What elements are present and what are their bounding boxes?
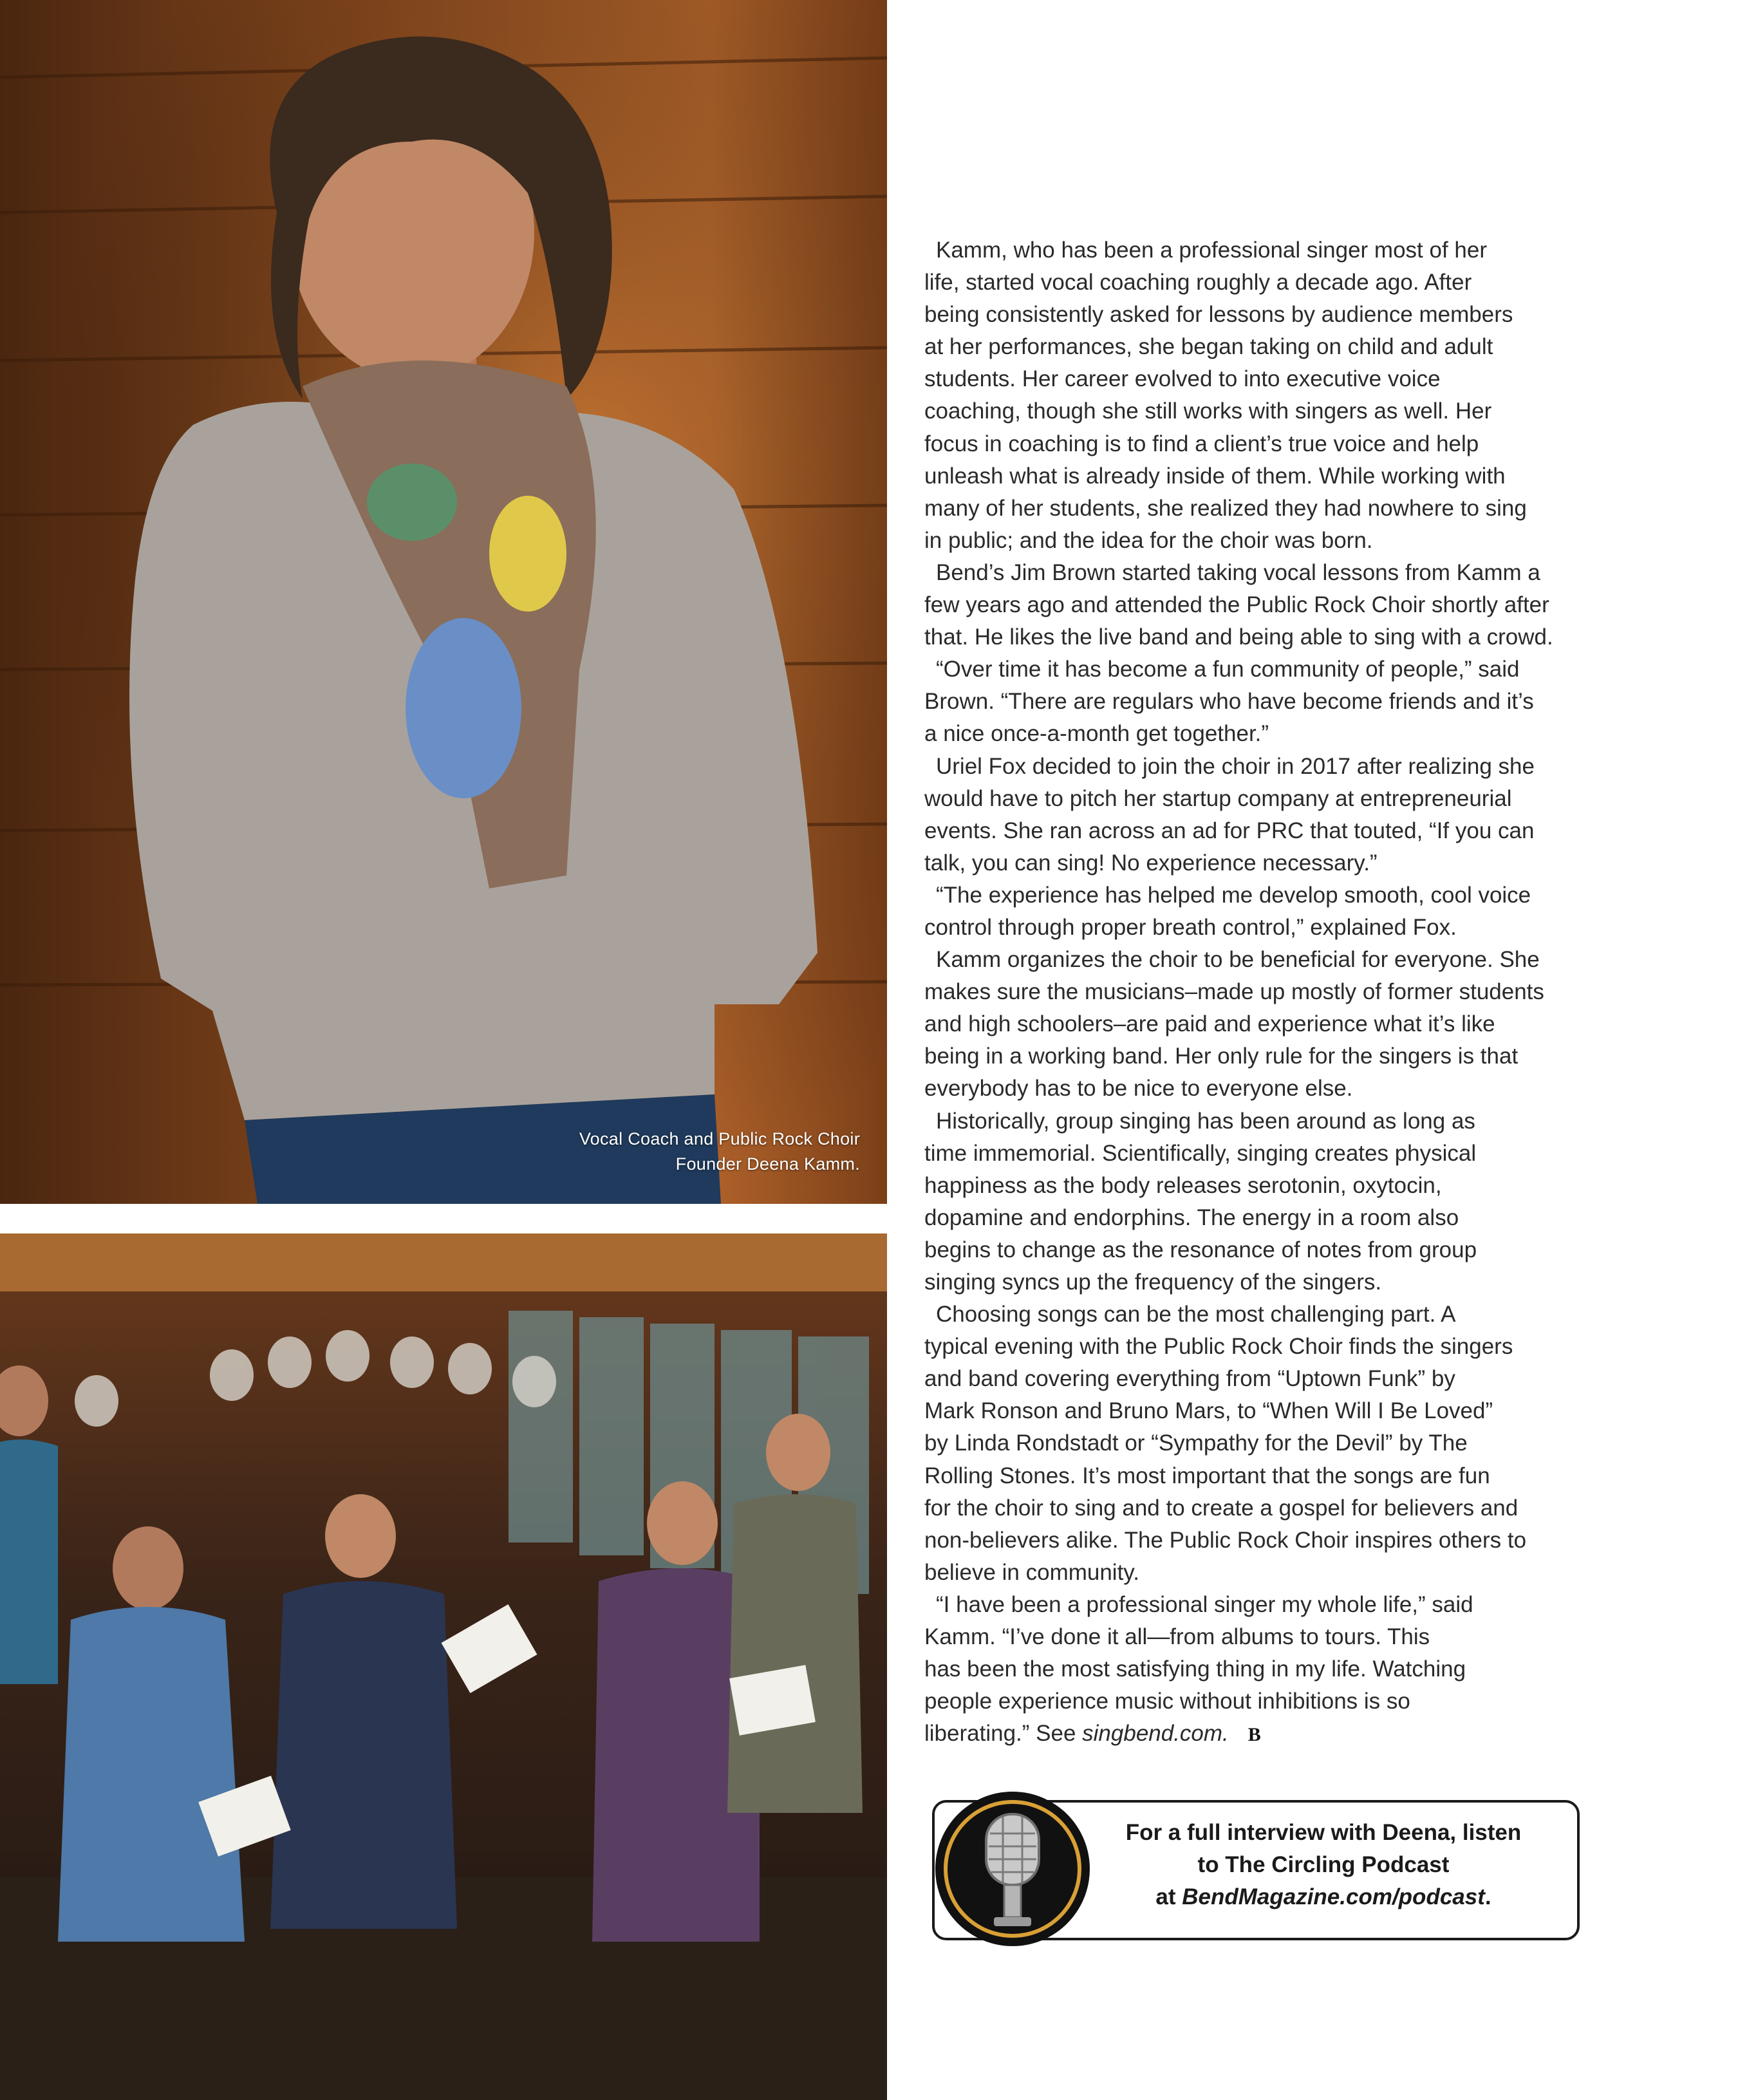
podcast-line-2: to The Circling Podcast (1197, 1852, 1450, 1877)
microphone-icon (932, 1788, 1093, 1949)
podcast-callout-text (1076, 1817, 1571, 1913)
podcast-line-3 (1076, 1881, 1571, 1913)
choir-photo-art (0, 1233, 887, 2100)
article-paragraph: “Over time it has become a fun community of people,” said Brown. “There are regulars who have become friends and it’s a nice once-a-month get together.” (924, 657, 1534, 747)
final-paragraph-text: “I have been a professional singer my whole life,” said Kamm. “I’ve done it all—from albums to tours. This has been the most satisfying thing in my life. Watching people experience music without inhibitions is so liberating.” See (924, 1591, 1473, 1747)
article-paragraph: Uriel Fox decided to join the choir in 2017 after realizing she would have to pitch her startup company at entrepreneurial events. She ran across an ad for PRC that touted, “If you can talk, you can sing! No experience necessary.” (924, 753, 1535, 876)
choir-photo (0, 1233, 887, 2100)
caption-line-1: Vocal Coach and Public Rock Choir (579, 1129, 860, 1148)
podcast-line-1: For a full interview with Deena, listen (1125, 1820, 1522, 1845)
article-paragraph: Kamm, who has been a professional singer most of her life, started vocal coaching roughly a decade ago. After being consistently asked for lessons by audience members at her performances, she began taking on child and adult students. Her career evolved to into executive voice coaching, though she still works with singers as well. Her focus in coaching is to find a client’s true voice and help unleash what is already inside of them. While working with many of her students, she realized they had nowhere to sing in public; and the idea for the choir was born. (924, 238, 1527, 553)
photo-caption (579, 1127, 860, 1177)
website-link[interactable]: singbend.com. (1082, 1721, 1229, 1747)
portrait-photo (0, 0, 887, 1204)
article-body (924, 234, 1586, 1751)
article-paragraph: Kamm organizes the choir to be beneficial for everyone. She makes sure the musicians–made up mostly of former students and high schoolers–are paid and experience what it’s like being in a working band. Her only rule for the singers is that everybody has to be nice to everyone else. (924, 947, 1544, 1102)
article-paragraph: Choosing songs can be the most challenging part. A typical evening with the Public Rock Choir finds the singers and band covering everything from “Uptown Funk” by Mark Ronson and Bruno Mars, to “When Will I Be Loved” by Linda Rondstadt or “Sympathy for the Devil” by The Rolling Stones. It’s most important that the songs are fun for the choir to sing and to create a gospel for believers and non-believers alike. The Public Rock Choir inspires others to believe in community. (924, 1302, 1527, 1585)
article-final-paragraph (924, 1589, 1586, 1751)
portrait-photo-art (0, 0, 887, 1204)
article-paragraph: “The experience has helped me develop smooth, cool voice control through proper breath control,” explained Fox. (924, 882, 1531, 940)
podcast-line-3-suffix: . (1484, 1884, 1491, 1909)
podcast-link[interactable]: BendMagazine.com/podcast (1182, 1884, 1485, 1909)
end-mark-icon: B (1247, 1724, 1261, 1746)
article-paragraph: Bend’s Jim Brown started taking vocal lessons from Kamm a few years ago and attended the Public Rock Choir shortly after that. He likes the live band and being able to sing with a crowd. (924, 559, 1553, 650)
podcast-line-3-prefix: at (1155, 1884, 1182, 1909)
article-paragraph: Historically, group singing has been around as long as time immemorial. Scientifically, singing creates physical happiness as the body releases serotonin, oxytocin, dopamine and endorphins. The energy in a room also begins to change as the resonance of notes from group singing syncs up the frequency of the singers. (924, 1108, 1477, 1295)
caption-line-2: Founder Deena Kamm. (675, 1154, 860, 1174)
